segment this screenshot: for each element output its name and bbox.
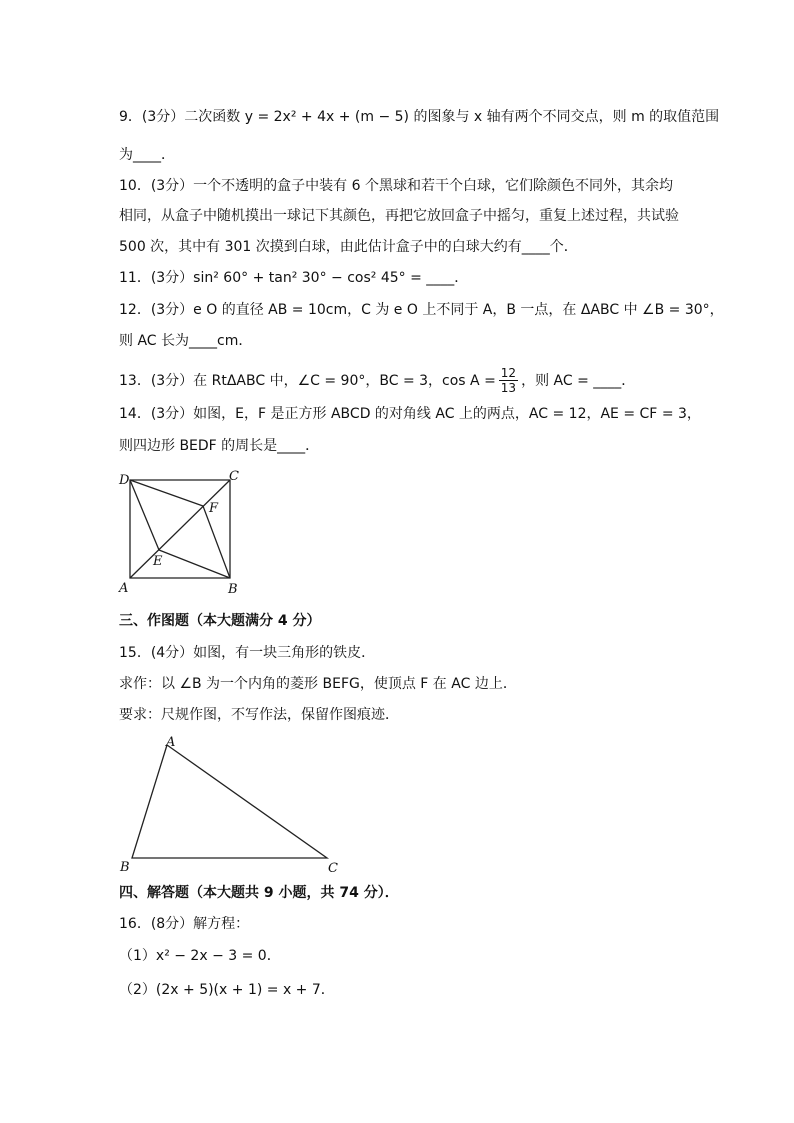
label-b: B [228, 582, 238, 597]
diagonal-ac [130, 480, 230, 578]
q14-square-figure [112, 466, 252, 602]
label-b: B [120, 860, 130, 875]
label-a: A [166, 735, 176, 750]
q14-line-2: 则四边形 BEDF 的周长是____． [119, 438, 320, 454]
section-4-title: 四、解答题（本大题共 9 小题，共 74 分）． [119, 885, 399, 901]
triangle-abc [132, 745, 327, 858]
q15-line-3: 要求：尺规作图，不写作法，保留作图痕迹． [119, 707, 399, 723]
segment-df [130, 480, 203, 506]
q13-fraction-denominator: 13 [500, 381, 517, 395]
q10-line-1: 10．(3分）一个不透明的盒子中装有 6 个黑球和若干个白球，它们除颜色不同外，其余均 [119, 178, 673, 194]
q14-line-1: 14．(3分）如图，E，F 是正方形 ABCD 的对角线 AC 上的两点，AC = 12，AE = CF = 3， [119, 406, 701, 422]
q13-prefix: 13．(3分）在 RtΔABC 中，∠C = 90°，BC = 3，cos A = [119, 372, 496, 389]
q16-line-2: （1）x² − 2x − 3 = 0． [119, 948, 281, 964]
label-c: C [328, 861, 338, 876]
q9-line-2: 为____． [119, 147, 175, 163]
q13-fraction [499, 366, 518, 395]
segment-de [130, 480, 159, 550]
segment-eb [159, 550, 230, 578]
q15-triangle-figure [112, 730, 352, 878]
label-d: D [119, 473, 130, 488]
q13-suffix: ，则 AC = ____． [521, 372, 636, 389]
label-a: A [119, 581, 129, 596]
section-3-title: 三、作图题（本大题满分 4 分） [119, 613, 321, 629]
q11-line-1: 11．(3分）sin² 60° + tan² 30° − cos² 45° = ____． [119, 270, 469, 286]
q13-line-1 [119, 366, 635, 395]
segment-fb [203, 506, 230, 578]
q9-line-1: 9．(3分）二次函数 y = 2x² + 4x + (m − 5) 的图象与 x 轴有两个不同交点，则 m 的取值范围 [119, 109, 720, 125]
q10-line-2: 相同，从盒子中随机摸出一球记下其颜色，再把它放回盒子中摇匀，重复上述过程，共试验 [119, 208, 679, 224]
q16-line-3: （2）(2x + 5)(x + 1) = x + 7． [119, 982, 335, 998]
q15-line-2: 求作：以 ∠B 为一个内角的菱形 BEFG，使顶点 F 在 AC 边上． [119, 676, 517, 692]
label-f: F [209, 501, 219, 516]
q12-line-1: 12．(3分）e O 的直径 AB = 10cm，C 为 e O 上不同于 A，B 一点，在 ΔABC 中 ∠B = 30°， [119, 302, 724, 318]
q15-line-1: 15．(4分）如图，有一块三角形的铁皮． [119, 645, 376, 661]
q16-line-1: 16．(8分）解方程： [119, 916, 250, 932]
q13-fraction-numerator: 12 [500, 366, 517, 380]
q10-line-3: 500 次，其中有 301 次摸到白球，由此估计盒子中的白球大约有____个． [119, 239, 578, 255]
q12-line-2: 则 AC 长为____cm． [119, 333, 253, 349]
label-e: E [153, 554, 163, 569]
label-c: C [229, 469, 239, 484]
